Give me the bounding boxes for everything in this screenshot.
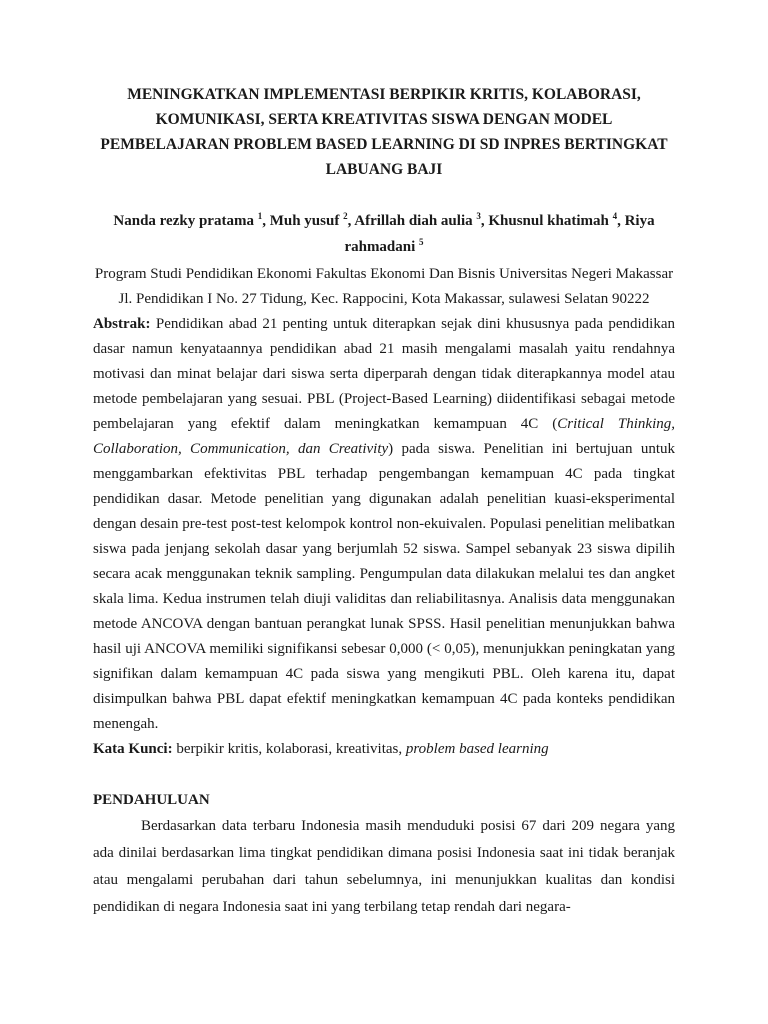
author-3: Afrillah diah aulia $^3$, <box>354 211 489 229</box>
author-2: Muh yusuf $^2$, <box>269 211 355 229</box>
abstract <box>93 312 675 737</box>
keywords-italic: problem based learning <box>405 741 549 757</box>
section-heading-introduction: PENDAHULUAN <box>93 792 210 808</box>
paper-title: MENINGKATKAN IMPLEMENTASI BERPIKIR KRITIS, KOLABORASI, KOMUNIKASI, SERTA KREATIVITAS SISWA DENGAN MODEL PEMBELAJARAN PROBLEM BASED LEARNING DI SD INPRES BERTINGKAT LABUANG BAJI <box>100 86 668 178</box>
paper-page <box>93 82 675 921</box>
author-5: Riya rahmadani $^5$ <box>344 213 655 255</box>
author-4: Khusnul khatimah $^4$, <box>488 211 625 229</box>
author-1: Nanda rezky pratama $^1$, <box>113 211 270 229</box>
author-affiliation: Program Studi Pendidikan Ekonomi Fakultas Ekonomi Dan Bisnis Universitas Negeri Makassar Jl. Pendidikan I No. 27 Tidung, Kec. Rappocini, Kota Makassar, sulawesi Selatan 90222 <box>94 266 674 307</box>
abstract-text-italic: Critical Thinking, Collaboration, Communication, dan Creativity <box>93 416 675 457</box>
keywords-label: Kata Kunci: <box>93 741 173 757</box>
keywords <box>93 737 675 762</box>
abstract-text-part-1: Pendidikan abad 21 penting untuk diterapkan sejak dini khususnya pada pendidikan dasar namun kenyataannya pendidikan abad 21 masih mengalami masalah yaitu rendahnya motivasi dan minat belajar dari siswa serta diperparah dengan tidak diterapkannya model atau metode pembelajaran yang sesuai. PBL (Project-Based Learning) diidentifikasi sebagai metode pembelajaran yang efektif dalam meningkatkan kemampuan 4C ( <box>93 316 675 432</box>
abstract-text-part-2: ) pada siswa. Penelitian ini bertujuan untuk menggambarkan efektivitas PBL terhadap pengembangan kemampuan 4C pada tingkat pendidikan dasar. Metode penelitian yang digunakan adalah penelitian kuasi-eksperimental dengan desain pre-test post-test kelompok kontrol non-ekuivalen. Populasi penelitian melibatkan siswa pada jenjang sekolah dasar yang berjumlah 52 siswa. Sampel sebanyak 23 siswa dipilih secara acak menggunakan teknik sampling. Pengumpulan data dilakukan melalui tes dan angket skala lima. Kedua instrumen telah diuji validitas dan reliabilitasnya. Analisis data menggunakan metode ANCOVA dengan bantuan perangkat lunak SPSS. Hasil penelitian menunjukkan bahwa hasil uji ANCOVA memiliki signifikansi sebesar 0,000 (< 0,05), menunjukkan peningkatan yang signifikan dalam kemampuan 4C pada siswa yang mengikuti PBL. Oleh karena itu, dapat disimpulkan bahwa PBL dapat efektif meningkatkan kemampuan 4C pada konteks pendidikan menengah. <box>93 441 675 732</box>
introduction-paragraph: Berdasarkan data terbaru Indonesia masih menduduki posisi 67 dari 209 negara yang ada dinilai berdasarkan lima tingkat pendidikan dimana posisi Indonesia saat ini tidak beranjak atau mengalami perubahan dari tahun sebelumnya, ini menunjukkan kualitas dan kondisi pendidikan di negara Indonesia saat ini yang terbilang tetap rendah dari negara- <box>93 818 675 915</box>
author-list <box>93 208 675 260</box>
keywords-text: berpikir kritis, kolaborasi, kreativitas, <box>172 741 406 757</box>
abstract-label: Abstrak: <box>93 316 151 332</box>
